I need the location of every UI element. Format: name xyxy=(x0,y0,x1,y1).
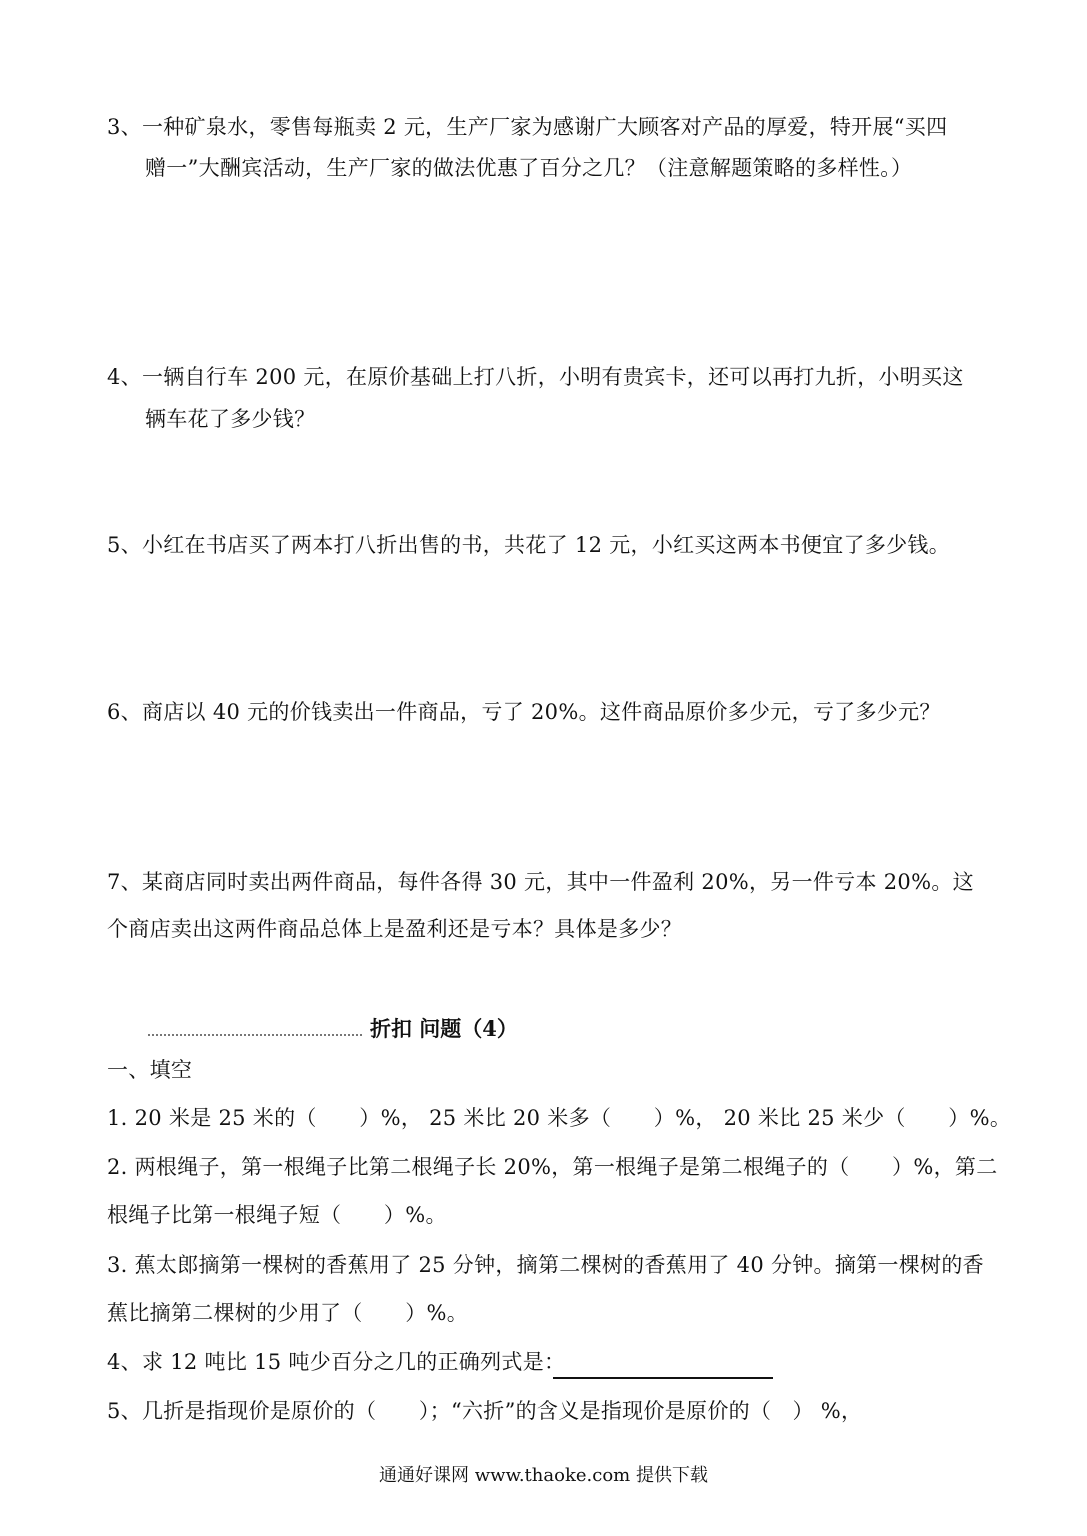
problem-4-line-2: 辆车花了多少钱？ xyxy=(145,407,316,431)
answer-blank-line xyxy=(553,1377,773,1379)
section-title: 折扣 问题（4） xyxy=(370,1016,518,1041)
fill-in-question-1: 1. 20 米是 25 米的（ ）%， 25 米比 20 米多（ ）%， 20 米比 25 米少（ ）%。 xyxy=(107,1106,1012,1130)
fill-in-question-2-line-1: 2. 两根绳子，第一根绳子比第二根绳子长 20%，第一根绳子是第二根绳子的（ ）%，第二 xyxy=(107,1155,998,1179)
problem-4-line-1: 4、一辆自行车 200 元，在原价基础上打八折，小明有贵宾卡，还可以再打九折，小明买这 xyxy=(107,365,964,389)
problem-3-line-2: 赠一”大酬宾活动，生产厂家的做法优惠了百分之几？（注意解题策略的多样性。） xyxy=(145,156,913,180)
problem-6-line-1: 6、商店以 40 元的价钱卖出一件商品，亏了 20%。这件商品原价多少元，亏了多少元？ xyxy=(107,700,941,724)
fill-in-question-2-line-2: 根绳子比第一根绳子短（ ）%。 xyxy=(107,1203,447,1227)
problem-5-line-1: 5、小红在书店买了两本打八折出售的书，共花了 12 元，小红买这两本书便宜了多少钱。 xyxy=(107,533,951,557)
fill-in-question-5: 5、几折是指现价是原价的（ ）；“六折”的含义是指现价是原价的（ ） %， xyxy=(107,1399,863,1423)
fill-in-question-3-line-1: 3. 蕉太郎摘第一棵树的香蕉用了 25 分钟，摘第二棵树的香蕉用了 40 分钟。摘第一棵树的香 xyxy=(107,1253,984,1277)
dotted-leader xyxy=(148,1030,362,1036)
fill-in-question-4: 4、求 12 吨比 15 吨少百分之几的正确列式是： xyxy=(107,1350,566,1374)
part-heading: 一、填空 xyxy=(107,1058,193,1082)
fill-in-question-3-line-2: 蕉比摘第二棵树的少用了（ ）%。 xyxy=(107,1301,469,1325)
problem-7-line-2: 个商店卖出这两件商品总体上是盈利还是亏本？具体是多少？ xyxy=(107,917,683,941)
problem-3-line-1: 3、一种矿泉水，零售每瓶卖 2 元，生产厂家为感谢广大顾客对产品的厚爱，特开展“买四 xyxy=(107,115,948,139)
page-footer: 通通好课网 www.thaoke.com 提供下载 xyxy=(379,1465,708,1486)
problem-7-line-1: 7、某商店同时卖出两件商品，每件各得 30 元，其中一件盈利 20%，另一件亏本 20%。这 xyxy=(107,870,974,894)
